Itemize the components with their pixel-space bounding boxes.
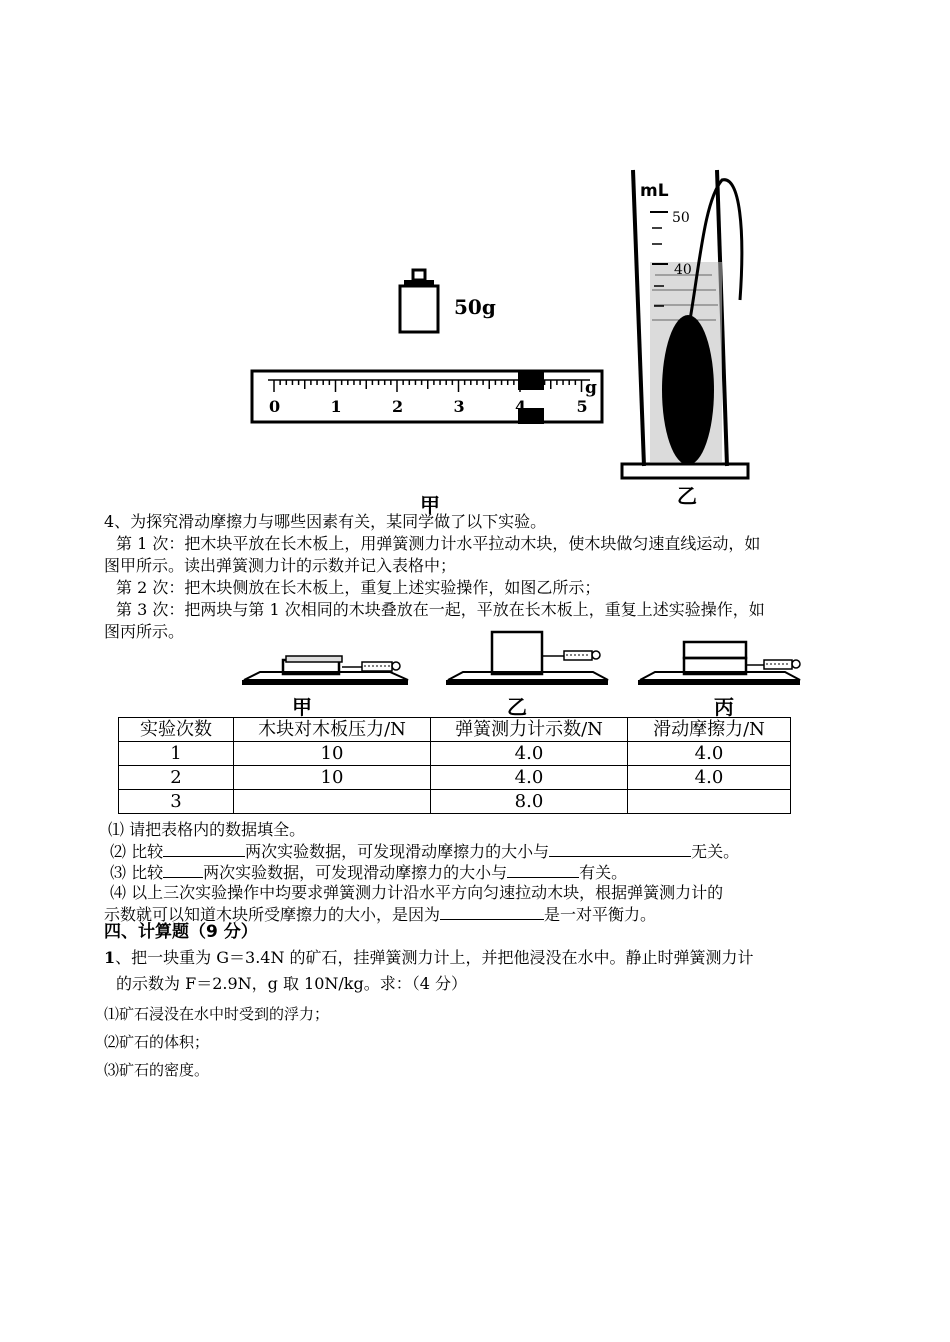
q4-step2: 第 2 次：把木块侧放在长木板上，重复上述实验操作，如图乙所示； — [116, 578, 601, 597]
table-cell: 1 — [119, 742, 234, 766]
q4-sub1: ⑴ 请把表格内的数据填全。 — [108, 820, 306, 839]
cylinder-unit: mL — [640, 181, 669, 201]
balance-and-cylinder-figure — [0, 0, 950, 515]
scale-tick-label: 0 — [269, 397, 281, 416]
section-title: 四、计算题（9 分） — [104, 922, 258, 942]
answer-blank[interactable] — [507, 862, 579, 878]
answer-blank[interactable] — [163, 862, 203, 878]
table-cell: 2 — [119, 766, 234, 790]
answer-blank[interactable] — [549, 841, 691, 857]
table-header-row — [119, 718, 791, 742]
friction-experiment-figures — [230, 628, 820, 718]
table-cell: 8.0 — [431, 790, 628, 814]
table-cell: 10 — [234, 742, 431, 766]
figure-caption-yi: 乙 — [677, 484, 697, 508]
setup-yi — [446, 632, 608, 685]
table-row — [119, 742, 791, 766]
table-cell: 4.0 — [431, 766, 628, 790]
calc-q1-line1: 1、把一块重为 G＝3.4N 的矿石，挂弹簧测力计上，并把他浸没在水中。静止时弹簧测力计 — [104, 948, 754, 967]
table-row — [119, 766, 791, 790]
scale-tick-label: 5 — [576, 397, 588, 416]
setup-jia — [242, 656, 408, 685]
calc-q1-part1: ⑴矿石浸没在水中时受到的浮力； — [104, 1005, 330, 1023]
figure-caption-jia: 甲 — [420, 493, 440, 515]
q4-sub3: ⑶ 比较 两次实验数据，可发现滑动摩擦力的大小与 有关。 — [110, 863, 628, 882]
answer-blank[interactable] — [163, 841, 245, 857]
q4-sub2: ⑵ 比较 两次实验数据，可发现滑动摩擦力的大小与 无关。 — [110, 842, 740, 861]
table-row — [119, 790, 791, 814]
q4-step1-line1: 第 1 次：把木块平放在长木板上，用弹簧测力计水平拉动木块，使木块做匀速直线运动，如 — [116, 534, 761, 553]
q4-sub4-line1: ⑷ 以上三次实验操作中均要求弹簧测力计沿水平方向匀速拉动木块，根据弹簧测力计的 — [110, 883, 724, 902]
calc-q1-part3: ⑶矿石的密度。 — [104, 1061, 210, 1079]
q4-step3-line1: 第 3 次：把两块与第 1 次相同的木块叠放在一起，平放在长木板上，重复上述实验操作，如 — [116, 600, 765, 619]
q4-intro: 4、为探究滑动摩擦力与哪些因素有关，某同学做了以下实验。 — [104, 512, 547, 531]
weight-label: 50g — [454, 295, 496, 319]
friction-data-table — [118, 717, 791, 814]
table-cell-blank[interactable] — [234, 790, 431, 814]
q4-sub4-line2: 示数就可以知道木块所受摩擦力的大小，是因为 是一对平衡力。 — [104, 905, 657, 924]
calc-q1-line2: 的示数为 F＝2.9N，g 取 10N/kg。求：（4 分） — [116, 974, 468, 993]
q4-step1-line2: 图甲所示。读出弹簧测力计的示数并记入表格中； — [104, 556, 457, 575]
table-cell: 4.0 — [628, 742, 791, 766]
scale-tick-label: 2 — [392, 397, 404, 416]
table-header: 弹簧测力计示数/N — [431, 718, 628, 742]
table-cell-blank[interactable] — [628, 790, 791, 814]
weight-icon — [400, 270, 438, 332]
table-header: 实验次数 — [119, 718, 234, 742]
calc-q1-part2: ⑵矿石的体积； — [104, 1033, 210, 1051]
scale-tick-label: 1 — [330, 397, 342, 416]
q4-step3-line2: 图丙所示。 — [104, 622, 185, 641]
setup-label-bing: 丙 — [714, 695, 734, 718]
table-cell: 10 — [234, 766, 431, 790]
scale-tick-label: 4 — [515, 397, 527, 416]
cylinder-mark-40: 40 — [674, 262, 692, 278]
cylinder-mark-50: 50 — [672, 210, 690, 226]
scale-unit: g — [585, 378, 597, 398]
balance-beam-scale — [252, 371, 602, 424]
setup-bing — [638, 642, 800, 685]
table-cell: 4.0 — [431, 742, 628, 766]
table-cell: 4.0 — [628, 766, 791, 790]
setup-label-yi: 乙 — [507, 695, 527, 718]
answer-blank[interactable] — [440, 904, 544, 920]
setup-label-jia: 甲 — [292, 695, 312, 718]
table-cell: 3 — [119, 790, 234, 814]
table-header: 木块对木板压力/N — [234, 718, 431, 742]
scale-tick-label: 3 — [453, 397, 465, 416]
table-header: 滑动摩擦力/N — [628, 718, 791, 742]
